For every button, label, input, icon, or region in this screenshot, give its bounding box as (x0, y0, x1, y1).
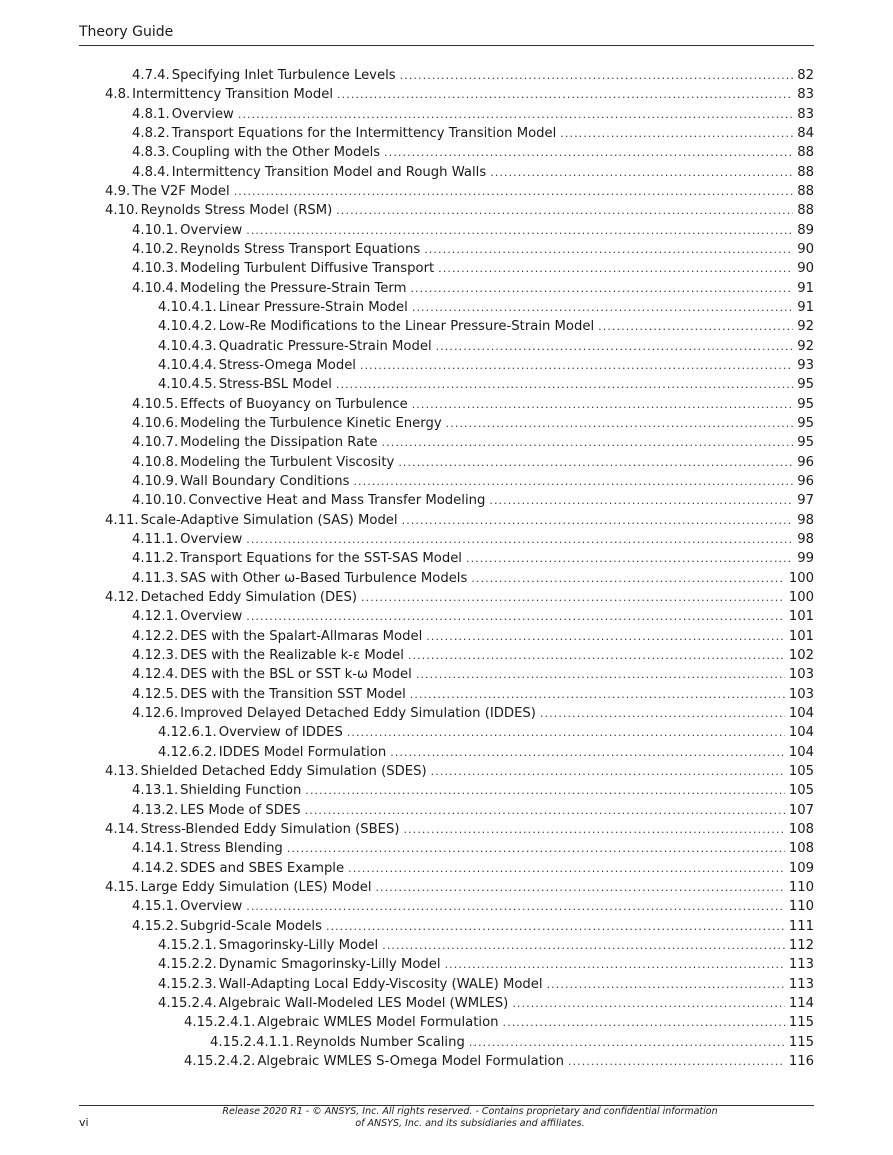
toc-entry-page: 92 (797, 338, 814, 354)
toc-entry-number: 4.11.2. (132, 551, 179, 567)
toc-entry-number: 4.12. (105, 589, 139, 605)
toc-dot-leader (336, 375, 793, 394)
toc-entry-page: 82 (797, 68, 814, 83)
toc-entry-page: 88 (797, 164, 814, 180)
toc-entry-page: 90 (797, 261, 814, 277)
toc-dot-leader (540, 704, 785, 723)
toc-entry[interactable] (132, 665, 814, 684)
toc-entry-title: Modeling the Turbulence Kinetic Energy (180, 415, 442, 431)
toc-entry-title: Linear Pressure-Strain Model (218, 299, 408, 315)
toc-entry-page: 108 (788, 821, 814, 837)
toc-entry-number: 4.7.4. (132, 68, 170, 83)
toc-entry-title: Overview (180, 899, 243, 915)
toc-entry-number: 4.15.2.1. (158, 937, 217, 953)
toc-entry[interactable] (132, 395, 814, 414)
toc-entry[interactable] (132, 259, 814, 278)
toc-entry[interactable] (132, 66, 814, 85)
toc-entry[interactable] (158, 936, 814, 955)
toc-entry[interactable] (132, 221, 814, 240)
toc-entry-title: Coupling with the Other Models (171, 145, 381, 161)
toc-entry-number: 4.12.3. (132, 647, 179, 663)
toc-entry-number: 4.11.1. (132, 531, 179, 547)
toc-entry-page: 105 (788, 763, 814, 779)
toc-entry[interactable] (105, 182, 814, 201)
toc-entry[interactable] (158, 723, 814, 742)
toc-entry-title: Stress-BSL Model (218, 377, 332, 393)
toc-dot-leader (445, 955, 785, 974)
toc-dot-leader (408, 646, 785, 665)
toc-entry-page: 83 (797, 106, 814, 122)
toc-entry-page: 88 (797, 145, 814, 161)
toc-entry[interactable] (184, 1013, 814, 1032)
toc-dot-leader (234, 182, 794, 201)
toc-entry[interactable] (132, 124, 814, 143)
toc-dot-leader (336, 201, 793, 220)
toc-dot-leader (489, 491, 793, 510)
toc-entry-number: 4.15. (105, 879, 139, 895)
toc-entry[interactable] (105, 201, 814, 220)
toc-entry-number: 4.8.2. (132, 125, 170, 141)
toc-entry-number: 4.10.4.3. (158, 338, 217, 354)
toc-dot-leader (287, 839, 785, 858)
toc-entry-number: 4.14.1. (132, 841, 179, 857)
toc-entry-page: 101 (788, 628, 814, 644)
toc-dot-leader (416, 665, 785, 684)
toc-entry[interactable] (105, 85, 814, 104)
toc-entry-page: 110 (788, 879, 814, 895)
toc-dot-leader (438, 259, 793, 278)
toc-entry-page: 107 (788, 802, 814, 818)
toc-entry-title: Overview (180, 222, 243, 238)
toc-entry-page: 100 (788, 570, 814, 586)
toc-entry-page: 95 (797, 415, 814, 431)
toc-dot-leader (360, 356, 793, 375)
toc-entry-title: Modeling Turbulent Diffusive Transport (180, 261, 435, 277)
toc-entry-title: Algebraic Wall-Modeled LES Model (WMLES) (218, 995, 509, 1011)
toc-entry-title: Reynolds Stress Transport Equations (180, 241, 421, 257)
toc-entry-title: Stress-Blended Eddy Simulation (SBES) (140, 821, 400, 837)
toc-entry-number: 4.10.10. (132, 493, 187, 509)
toc-entry-number: 4.11. (105, 512, 139, 528)
toc-entry-number: 4.8.1. (132, 106, 170, 122)
toc-entry-page: 92 (797, 319, 814, 335)
toc-entry[interactable] (132, 859, 814, 878)
toc-entry-page: 112 (788, 937, 814, 953)
toc-entry-number: 4.12.1. (132, 609, 179, 625)
toc-entry-title: Intermittency Transition Model (132, 87, 334, 103)
toc-entry-title: Modeling the Turbulent Viscosity (180, 454, 395, 470)
toc-dot-leader (431, 762, 785, 781)
toc-entry-title: Transport Equations for the SST-SAS Model (180, 551, 462, 567)
toc-entry-page: 91 (797, 280, 814, 296)
toc-entry[interactable] (132, 240, 814, 259)
toc-dot-leader (412, 395, 794, 414)
toc-entry-number: 4.10.4.4. (158, 357, 217, 373)
toc-entry-page: 98 (797, 531, 814, 547)
toc-entry[interactable] (105, 511, 814, 530)
toc-dot-leader (512, 994, 785, 1013)
toc-dot-leader (376, 878, 785, 897)
toc-entry[interactable] (158, 955, 814, 974)
toc-dot-leader (471, 569, 784, 588)
toc-entry-page: 104 (788, 705, 814, 721)
toc-entry[interactable] (132, 781, 814, 800)
toc-dot-leader (410, 279, 793, 298)
toc-dot-leader (466, 549, 793, 568)
toc-entry[interactable] (105, 820, 814, 839)
toc-entry-page: 98 (797, 512, 814, 528)
toc-entry-page: 104 (788, 744, 814, 760)
toc-entry[interactable] (132, 414, 814, 433)
toc-entry-number: 4.12.6.1. (158, 725, 217, 741)
toc-entry[interactable] (132, 704, 814, 723)
toc-entry-title: IDDES Model Formulation (218, 744, 387, 760)
toc-entry-page: 99 (797, 551, 814, 567)
toc-entry-title: Low-Re Modifications to the Linear Pressure-Strain Model (218, 319, 595, 335)
toc-entry-page: 83 (797, 87, 814, 103)
toc-entry[interactable] (158, 356, 814, 375)
toc-entry-page: 108 (788, 841, 814, 857)
toc-entry-page: 100 (788, 589, 814, 605)
toc-entry[interactable] (132, 897, 814, 916)
toc-entry-title: Shielded Detached Eddy Simulation (SDES) (140, 763, 427, 779)
toc-dot-leader (246, 221, 793, 240)
toc-entry[interactable] (132, 549, 814, 568)
toc-entry-number: 4.10.9. (132, 473, 179, 489)
toc-entry-number: 4.13.2. (132, 802, 179, 818)
toc-entry-number: 4.15.2.2. (158, 957, 217, 973)
toc-entry-number: 4.15.2.4. (158, 995, 217, 1011)
toc-entry-title: Shielding Function (180, 783, 302, 799)
toc-entry-page: 103 (788, 667, 814, 683)
toc-entry-number: 4.8. (105, 87, 131, 103)
footer-copyright-line-2: of ANSYS, Inc. and its subsidiaries and affiliates. (355, 1118, 585, 1129)
toc-entry-title: Detached Eddy Simulation (DES) (140, 589, 358, 605)
toc-entry-page: 96 (797, 473, 814, 489)
toc-entry-title: Transport Equations for the Intermittency Transition Model (171, 125, 557, 141)
toc-entry-number: 4.10.4.1. (158, 299, 217, 315)
toc-entry-number: 4.10.2. (132, 241, 179, 257)
toc-entry-number: 4.8.4. (132, 164, 170, 180)
toc-entry[interactable] (132, 646, 814, 665)
toc-entry-page: 113 (788, 957, 814, 973)
toc-entry[interactable] (158, 994, 814, 1013)
toc-entry-number: 4.8.3. (132, 145, 170, 161)
toc-entry-title: Scale-Adaptive Simulation (SAS) Model (140, 512, 398, 528)
toc-entry-title: Subgrid-Scale Models (180, 918, 322, 934)
toc-entry-number: 4.15.1. (132, 899, 179, 915)
toc-entry[interactable] (132, 143, 814, 162)
toc-entry-number: 4.12.4. (132, 667, 179, 683)
toc-dot-leader (402, 511, 794, 530)
toc-dot-leader (348, 859, 785, 878)
toc-entry-page: 113 (788, 976, 814, 992)
toc-entry-title: DES with the Transition SST Model (180, 686, 406, 702)
toc-dot-leader (246, 530, 793, 549)
toc-dot-leader (424, 240, 793, 259)
toc-entry[interactable] (132, 917, 814, 936)
toc-entry-page: 97 (797, 493, 814, 509)
toc-entry-number: 4.11.3. (132, 570, 179, 586)
toc-dot-leader (560, 124, 793, 143)
toc-entry-title: Overview (171, 106, 234, 122)
toc-entry[interactable] (158, 337, 814, 356)
toc-dot-leader (426, 627, 785, 646)
toc-entry-number: 4.10.5. (132, 396, 179, 412)
toc-entry-title: SAS with Other ω-Based Turbulence Models (180, 570, 468, 586)
toc-entry-number: 4.12.6. (132, 705, 179, 721)
toc-entry[interactable] (132, 105, 814, 124)
toc-entry-page: 91 (797, 299, 814, 315)
toc-entry-number: 4.15.2.3. (158, 976, 217, 992)
toc-dot-leader (238, 105, 793, 124)
toc-entry-number: 4.10.8. (132, 454, 179, 470)
toc-entry-number: 4.10.1. (132, 222, 179, 238)
toc-entry-title: DES with the BSL or SST k-ω Model (180, 667, 412, 683)
toc-dot-leader (436, 337, 794, 356)
page-header-title: Theory Guide (79, 24, 174, 40)
toc-entry-number: 4.10.6. (132, 415, 179, 431)
toc-entry-page: 115 (788, 1034, 814, 1050)
toc-entry-title: Overview (180, 609, 243, 625)
toc-entry-number: 4.10.7. (132, 435, 179, 451)
toc-entry-page: 95 (797, 377, 814, 393)
toc-entry-title: Algebraic WMLES Model Formulation (257, 1015, 499, 1031)
header-divider (79, 45, 814, 46)
toc-entry[interactable] (132, 453, 814, 472)
toc-entry[interactable] (105, 878, 814, 897)
toc-entry-number: 4.13.1. (132, 783, 179, 799)
toc-dot-leader (305, 801, 785, 820)
toc-entry[interactable] (210, 1033, 814, 1052)
toc-entry-page: 116 (788, 1053, 814, 1069)
toc-entry-title: Wall Boundary Conditions (180, 473, 350, 489)
toc-entry-page: 115 (788, 1015, 814, 1031)
toc-entry-title: Intermittency Transition Model and Rough Walls (171, 164, 487, 180)
toc-entry[interactable] (132, 530, 814, 549)
toc-dot-leader (353, 472, 793, 491)
toc-dot-leader (568, 1052, 785, 1071)
toc-entry[interactable] (132, 685, 814, 704)
toc-entry-number: 4.15.2. (132, 918, 179, 934)
toc-entry-page: 103 (788, 686, 814, 702)
toc-dot-leader (547, 975, 785, 994)
toc-entry[interactable] (132, 433, 814, 452)
toc-entry-title: Specifying Inlet Turbulence Levels (171, 68, 396, 83)
toc-dot-leader (305, 781, 784, 800)
toc-entry-page: 114 (788, 995, 814, 1011)
toc-entry[interactable] (184, 1052, 814, 1071)
footer-page-number: vi (79, 1116, 89, 1129)
toc-dot-leader (400, 66, 794, 85)
toc-entry[interactable] (158, 317, 814, 336)
footer-copyright-line-1: Release 2020 R1 - © ANSYS, Inc. All rights reserved. - Contains proprietary and confidential information (222, 1106, 718, 1117)
toc-entry[interactable] (132, 491, 814, 510)
toc-dot-leader (469, 1033, 785, 1052)
toc-entry[interactable] (132, 801, 814, 820)
toc-dot-leader (390, 743, 785, 762)
toc-entry-title: Improved Delayed Detached Eddy Simulation (IDDES) (180, 705, 536, 721)
toc-dot-leader (337, 85, 793, 104)
toc-entry-title: SDES and SBES Example (180, 860, 345, 876)
toc-dot-leader (598, 317, 793, 336)
toc-entry-title: Modeling the Pressure-Strain Term (180, 280, 407, 296)
toc-dot-leader (412, 298, 793, 317)
toc-entry-number: 4.12.6.2. (158, 744, 217, 760)
toc-entry-page: 102 (788, 647, 814, 663)
toc-dot-leader (382, 433, 794, 452)
toc-entry-title: Stress-Omega Model (218, 357, 356, 373)
toc-entry-page: 104 (788, 725, 814, 741)
toc-entry-number: 4.14. (105, 821, 139, 837)
toc-entry[interactable] (132, 839, 814, 858)
toc-entry-title: The V2F Model (132, 183, 230, 199)
toc-entry-title: Convective Heat and Mass Transfer Modeling (188, 493, 486, 509)
toc-entry-number: 4.14.2. (132, 860, 179, 876)
toc-entry[interactable] (132, 163, 814, 182)
toc-dot-leader (382, 936, 785, 955)
toc-entry-number: 4.13. (105, 763, 139, 779)
toc-entry-page: 89 (797, 222, 814, 238)
toc-entry-number: 4.12.2. (132, 628, 179, 644)
toc-entry[interactable] (158, 298, 814, 317)
toc-entry-number: 4.15.2.4.2. (184, 1053, 256, 1069)
toc-dot-leader (490, 163, 793, 182)
toc-entry-title: Stress Blending (180, 841, 283, 857)
toc-entry-page: 95 (797, 396, 814, 412)
toc-entry-number: 4.10.4.5. (158, 377, 217, 393)
toc-dot-leader (384, 143, 793, 162)
toc-entry-number: 4.12.5. (132, 686, 179, 702)
toc-entry-number: 4.10. (105, 203, 139, 219)
toc-dot-leader (446, 414, 794, 433)
toc-entry[interactable] (132, 569, 814, 588)
toc-dot-leader (347, 723, 785, 742)
toc-entry-page: 88 (797, 183, 814, 199)
toc-entry-number: 4.10.4.2. (158, 319, 217, 335)
toc-entry-title: Dynamic Smagorinsky-Lilly Model (218, 957, 441, 973)
toc-entry-title: Overview (180, 531, 243, 547)
toc-dot-leader (246, 897, 785, 916)
toc-entry-page: 95 (797, 435, 814, 451)
toc-entry-page: 93 (797, 357, 814, 373)
toc-entry[interactable] (105, 762, 814, 781)
toc-entry-number: 4.10.3. (132, 261, 179, 277)
toc-entry[interactable] (132, 627, 814, 646)
toc-entry[interactable] (132, 607, 814, 626)
toc-entry[interactable] (158, 975, 814, 994)
toc-entry-number: 4.15.2.4.1.1. (210, 1034, 294, 1050)
toc-entry-title: Modeling the Dissipation Rate (180, 435, 378, 451)
toc-dot-leader (246, 607, 785, 626)
toc-entry[interactable] (158, 375, 814, 394)
toc-entry-title: Wall-Adapting Local Eddy-Viscosity (WALE) Model (218, 976, 543, 992)
toc-entry-number: 4.10.4. (132, 280, 179, 296)
toc-entry-page: 96 (797, 454, 814, 470)
toc-dot-leader (361, 588, 785, 607)
toc-entry-page: 88 (797, 203, 814, 219)
toc-entry-page: 110 (788, 899, 814, 915)
toc-entry-page: 90 (797, 241, 814, 257)
toc-dot-leader (410, 685, 785, 704)
toc-entry-title: Reynolds Stress Model (RSM) (140, 203, 333, 219)
toc-entry[interactable] (132, 279, 814, 298)
toc-dot-leader (404, 820, 785, 839)
toc-entry-page: 101 (788, 609, 814, 625)
toc-entry-title: DES with the Spalart-Allmaras Model (180, 628, 423, 644)
toc-entry-page: 111 (788, 918, 814, 934)
toc-entry-title: Effects of Buoyancy on Turbulence (180, 396, 408, 412)
toc-entry-title: Smagorinsky-Lilly Model (218, 937, 379, 953)
toc-entry-number: 4.15.2.4.1. (184, 1015, 256, 1031)
toc-entry-title: LES Mode of SDES (180, 802, 301, 818)
toc-dot-leader (503, 1013, 785, 1032)
toc-entry-title: DES with the Realizable k-ε Model (180, 647, 404, 663)
toc-entry-title: Overview of IDDES (218, 725, 343, 741)
toc-entry[interactable] (132, 472, 814, 491)
footer-copyright (200, 1106, 740, 1130)
toc-entry-number: 4.9. (105, 183, 131, 199)
toc-entry[interactable] (105, 588, 814, 607)
toc-entry[interactable] (158, 743, 814, 762)
toc-dot-leader (326, 917, 785, 936)
toc-entry-title: Quadratic Pressure-Strain Model (218, 338, 432, 354)
toc-entry-title: Large Eddy Simulation (LES) Model (140, 879, 372, 895)
toc-entry-title: Reynolds Number Scaling (295, 1034, 465, 1050)
toc-entry-title: Algebraic WMLES S-Omega Model Formulation (257, 1053, 564, 1069)
toc-entry-page: 84 (797, 125, 814, 141)
toc-entry-page: 109 (788, 860, 814, 876)
toc-dot-leader (398, 453, 793, 472)
toc-entry-page: 105 (788, 783, 814, 799)
